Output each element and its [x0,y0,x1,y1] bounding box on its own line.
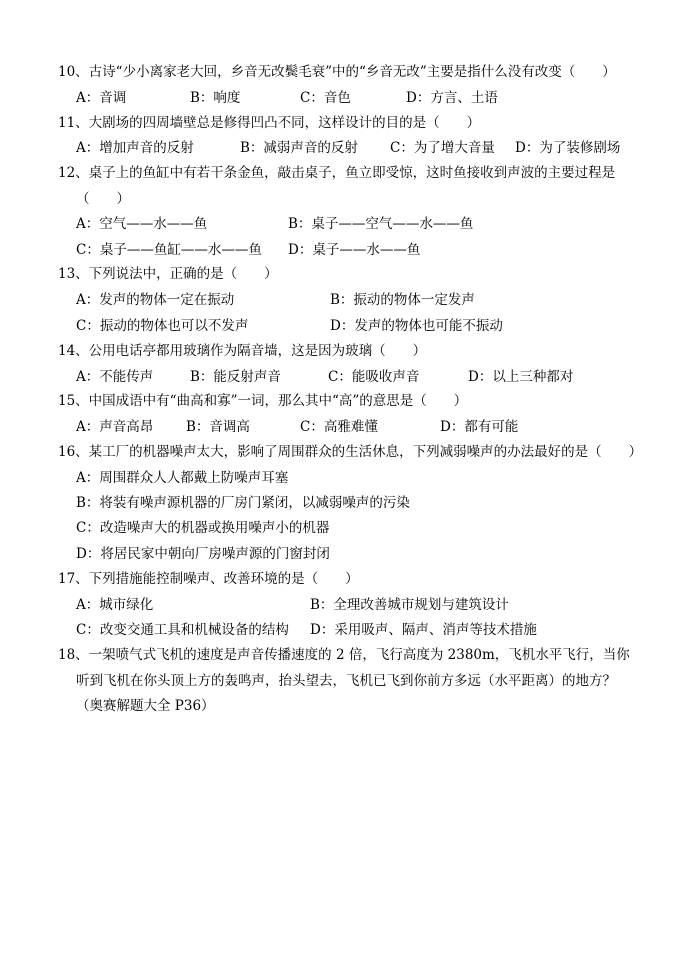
question-13-stem: 13、下列说法中，正确的是（ ） [58,266,278,282]
question-13-option-a: A：发声的物体一定在振动 [76,292,235,308]
question-12-option-c: C：桌子——鱼缸——水——鱼 [76,242,262,258]
question-10-stem: 10、古诗“少小离家老大回，乡音无改鬓毛衰”中的“乡音无改”主要是指什么没有改变（ ） [58,64,616,80]
question-12-stem: 12、桌子上的鱼缸中有若干条金鱼，敲击桌子，鱼立即受惊，这时鱼接收到声波的主要过程是 [58,165,616,181]
question-12-option-d: D：桌子——水——鱼 [288,242,421,258]
question-14-option-d: D：以上三种都对 [468,369,574,385]
question-13-option-c: C：振动的物体也可以不发声 [76,318,249,334]
question-15-option-c: C：高雅难懂 [300,419,378,435]
question-13-option-b: B：振动的物体一定发声 [330,292,475,308]
question-17-option-d: D：采用吸声、隔声、消声等技术措施 [310,622,537,638]
question-11-option-b: B：减弱声音的反射 [240,140,358,156]
question-18-stem: 18、一架喷气式飞机的速度是声音传播速度的 2 倍，飞行高度为 2380m，飞机水平飞行，当你 [58,647,630,663]
question-11-option-d: D：为了装修剧场 [515,140,621,156]
question-16-stem: 16、某工厂的机器噪声太大，影响了周围群众的生活休息，下列减弱噪声的办法最好的是（ ） [58,444,643,460]
question-17-option-c: C：改变交通工具和机械设备的结构 [76,622,289,638]
question-16-option-a: A：周围群众人人都戴上防噪声耳塞 [76,470,289,486]
question-14-option-c: C：能吸收声音 [328,369,420,385]
question-10-option-a: A：音调 [76,90,127,106]
question-11-option-a: A：增加声音的反射 [76,140,194,156]
question-13-option-d: D：发声的物体也可能不振动 [330,318,503,334]
question-16-option-d: D：将居民家中朝向厂房噪声源的门窗封闭 [76,546,330,562]
question-17-option-b: B：全理改善城市规划与建筑设计 [310,597,509,613]
question-14-option-a: A：不能传声 [76,369,154,385]
question-18-source-note: （奥赛解题大全 P36） [76,698,215,714]
question-16-option-c: C：改造噪声大的机器或换用噪声小的机器 [76,520,330,536]
question-18-stem-line-2: 听到飞机在你头顶上方的轰鸣声，抬头望去，飞机已飞到你前方多远（水平距离）的地方？ [76,673,616,689]
question-17-stem: 17、下列措施能控制噪声、改善环境的是（ ） [58,571,359,587]
question-10-option-b: B：响度 [190,90,241,106]
question-14-option-b: B：能反射声音 [190,369,281,385]
question-11-stem: 11、大剧场的四周墙壁总是修得凹凸不同，这样设计的目的是（ ） [58,115,481,131]
question-12-option-a: A：空气——水——鱼 [76,216,208,232]
question-12-option-b: B：桌子——空气——水——鱼 [288,216,474,232]
question-15-stem: 15、中国成语中有“曲高和寡”一词，那么其中“高”的意思是（ ） [58,393,468,409]
question-16-option-b: B：将装有噪声源机器的厂房门紧闭，以减弱噪声的污染 [76,495,410,511]
question-15-option-d: D：都有可能 [440,419,519,435]
question-15-option-b: B：音调高 [186,419,250,435]
question-15-option-a: A：声音高昂 [76,419,154,435]
question-10-option-d: D：方言、土语 [406,90,498,106]
question-17-option-a: A：城市绿化 [76,597,154,613]
question-11-option-c: C：为了增大音量 [390,140,495,156]
question-14-stem: 14、公用电话亭都用玻璃作为隔音墙，这是因为玻璃（ ） [58,343,427,359]
question-10-option-c: C：音色 [300,90,351,106]
question-12-stem-line-2: （ ） [76,191,130,207]
